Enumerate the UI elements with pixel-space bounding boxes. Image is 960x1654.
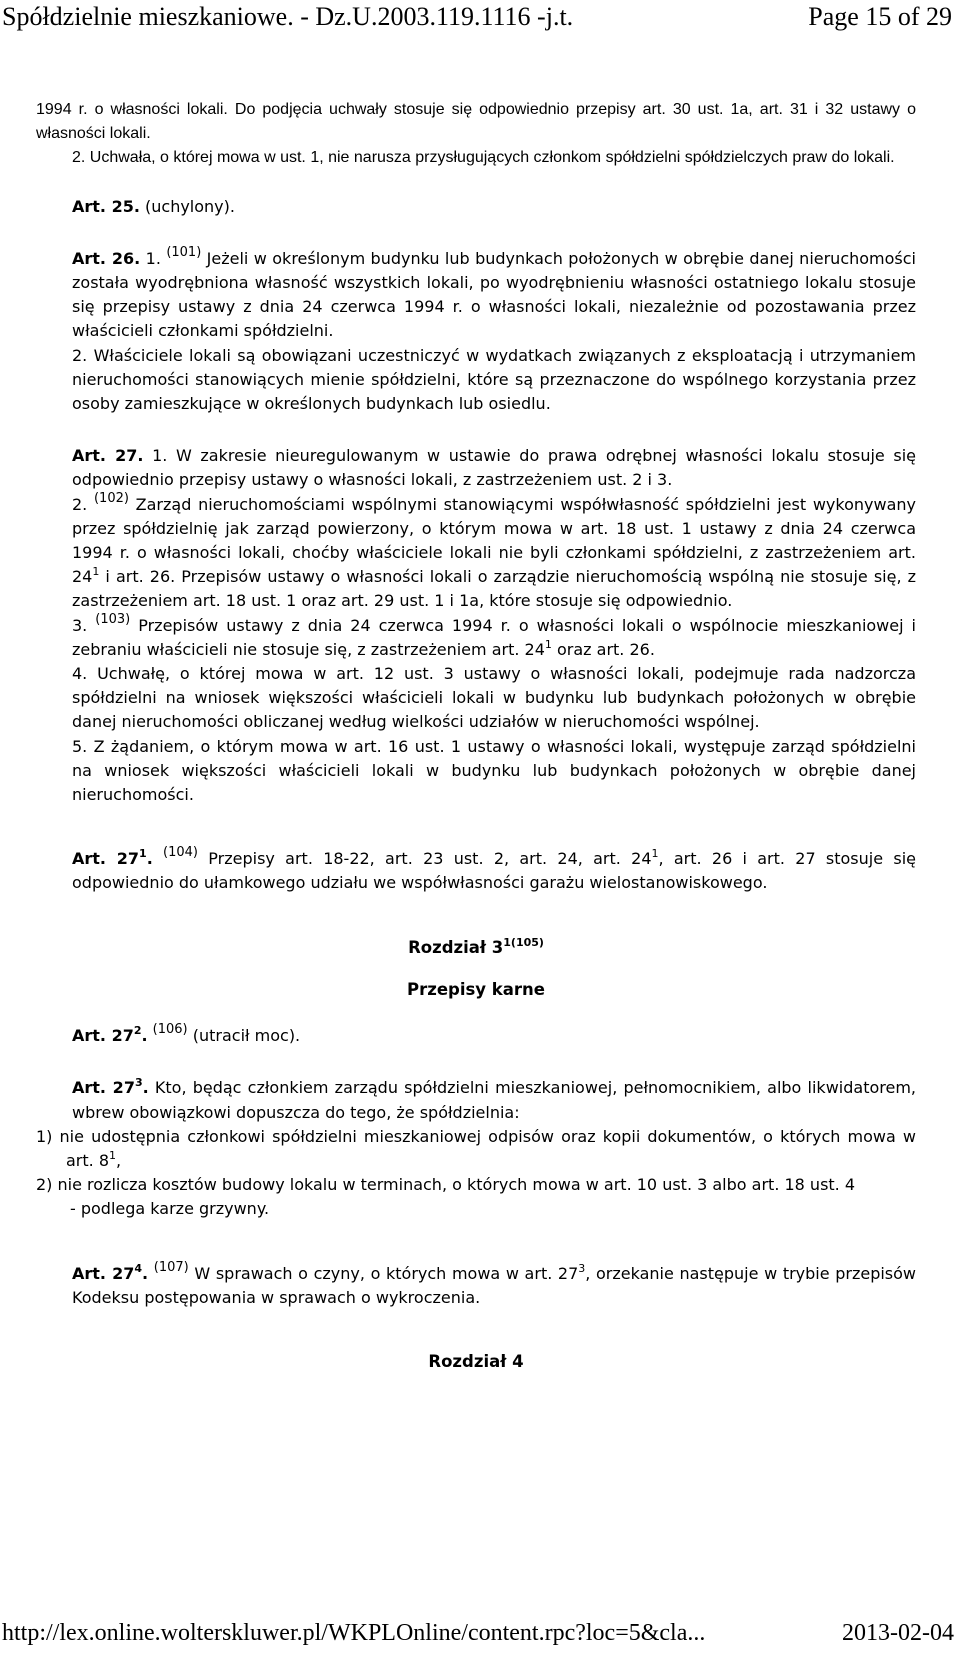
art-27-3-item-2: 2) nie rozlicza kosztów budowy lokalu w terminach, o których mowa w art. 10 ust. 3 albo art. 18 ust. 4 xyxy=(36,1175,856,1195)
art-26-text: Jeżeli w określonym budynku lub budynkach położonych w obrębie danej nieruchomości została wyodrębniona własność wszystkich lokali, po wyodrębnieniu własności ostatniego lokalu stosuje się przepisy ustawy z dnia 24 czerwca 1994 r. o własności lokali, niezależnie od pozostawania przez właścicieli członkami spółdzielni. xyxy=(72,248,917,341)
document-body xyxy=(36,98,916,1374)
superscript: 1(105) xyxy=(503,935,544,949)
footnote-ref-103: (103) xyxy=(95,611,131,627)
art-27-paragraph-2 xyxy=(36,490,916,614)
art-27-2-dot: . xyxy=(141,1026,148,1046)
chapter-title: Przepisy karne xyxy=(407,979,545,999)
art-27-paragraph-4: 4. Uchwałę, o której mowa w art. 12 ust. 3 ustawy o własności lokali, podejmuje rada nadzorcza spółdzielni na wniosek większości właścicieli lokali w budynku lub budynkach położonych w obrębie danej nieruchomości obliczanej według wielkości udziałów w nieruchomości wspólnej. xyxy=(72,664,916,732)
art-25-label: Art. 25. xyxy=(72,196,140,216)
chapter-label: Rozdział 3 xyxy=(408,937,504,957)
superscript: 2 xyxy=(133,1024,142,1038)
art-27-4-label: Art. 27 xyxy=(72,1263,135,1283)
art-25-text: (uchylony). xyxy=(139,196,235,216)
art-27-2 xyxy=(36,1024,916,1048)
footnote-ref-101: (101) xyxy=(166,244,202,260)
art-27-text: 1. W zakresie nieuregulowanym w ustawie do prawa odrębnej własności lokalu stosuje się odpowiednio przepisy ustawy o własności lokali, z zastrzeżeniem ust. 2 i 3. xyxy=(72,446,916,490)
superscript: 4 xyxy=(134,1261,143,1275)
item-1-tail: , xyxy=(116,1150,122,1170)
art-27-3 xyxy=(36,1076,916,1124)
art-27-3-text-a: Przepisów ustawy z dnia 24 czerwca 1994 r. o własności lokali o wspólnocie mieszkaniowej i zebraniu właścicieli nie stosuje się, z zastrzeżeniem art. 24 xyxy=(72,615,916,659)
print-date: 2013-02-04 xyxy=(842,1620,954,1646)
art-27-3-item-1 xyxy=(36,1125,916,1173)
art-27-label: Art. 27. xyxy=(72,446,144,466)
item-1-text: 1) nie udostępnia członkowi spółdzielni mieszkaniowej odpisów oraz kopii dokumentów, o których mowa w art. 8 xyxy=(36,1126,916,1170)
footnote-ref-102: (102) xyxy=(93,490,129,506)
art-27-1-text-b: , art. 26 i art. 27 stosuje się odpowiednio do ułamkowego udziału we współwłasności garażu wielostanowiskowego. xyxy=(72,849,916,893)
chapter-heading xyxy=(36,936,916,960)
art-26-paragraph-1 xyxy=(36,244,917,344)
art-26-label: Art. 26. xyxy=(72,248,141,268)
art-27-1-label: Art. 27 xyxy=(72,849,140,869)
art-27-3-label: Art. 27 xyxy=(72,1078,135,1098)
art-27-2-text-b: i art. 26. Przepisów ustawy o własności lokali o zarządzie nieruchomością wspólną nie stosuje się, z zastrzeżeniem art. 18 ust. 1 oraz art. 29 ust. 1 i 1a, które stosuje się odpowiednio. xyxy=(72,567,916,611)
paragraph-continuation: 1994 r. o własności lokali. Do podjęcia uchwały stosuje się odpowiednio przepisy art. 30 ust. 1a, art. 31 i 32 ustawy o własności lokali. xyxy=(36,101,916,143)
superscript: 1 xyxy=(651,847,659,861)
art-27-3-num: 3. xyxy=(72,615,96,635)
superscript: 1 xyxy=(109,1148,117,1162)
art-27-4-dot: . xyxy=(142,1263,149,1283)
art-25 xyxy=(36,195,916,219)
art-27-2-text: (utracił moc). xyxy=(187,1026,301,1046)
art-27-2-text-a: Zarząd nieruchomościami wspólnymi stanowiącymi współwłasność spółdzielni jest wykonywany przez spółdzielnię jak zarząd powierzony, o którym mowa w art. 18 ust. 1 ustawy z dnia 24 czerwca 1994 r. o własności lokali, choćby właściciele lokali nie byli członkami spółdzielni, z zastrzeżeniem art. 24 xyxy=(72,494,916,587)
chapter-4-heading: Rozdział 4 xyxy=(428,1351,524,1371)
art-26-paragraph-2: 2. Właściciele lokali są obowiązani uczestniczyć w wydatkach związanych z eksploatacją i utrzymaniem nieruchomości stanowiących mienie spółdzielni, które są przeznaczone do wspólnego korzystania przez osoby zamieszkujące w określonych budynkach lub osiedlu. xyxy=(72,345,916,414)
page-header xyxy=(0,0,960,40)
superscript: 1 xyxy=(544,637,552,651)
art-27-paragraph-3 xyxy=(36,611,916,662)
art-27-1-dot: . xyxy=(146,849,153,869)
art-27-4 xyxy=(36,1259,916,1310)
source-url[interactable]: http://lex.online.wolterskluwer.pl/WKPLOnline/content.rpc?loc=5&cla... xyxy=(2,1620,706,1646)
page-footer xyxy=(0,1618,960,1654)
art-27-paragraph-1 xyxy=(36,444,916,492)
footnote-ref-106: (106) xyxy=(152,1022,188,1038)
art24-paragraph-2: 2. Uchwała, o której mowa w ust. 1, nie narusza przysługujących członkom spółdzielni spółdzielczych praw do lokali. xyxy=(72,149,895,167)
art-27-paragraph-5: 5. Z żądaniem, o którym mowa w art. 16 ust. 1 ustawy o własności lokali, występuje zarząd spółdzielni na wniosek większości właścicieli lokali w budynku lub budynkach położonych w obrębie danej nieruchomości. xyxy=(72,736,916,805)
footnote-ref-107: (107) xyxy=(153,1259,189,1275)
superscript: 1 xyxy=(92,565,100,579)
art-27-1-text-a: Przepisy art. 18-22, art. 23 ust. 2, art. 24, art. 24 xyxy=(198,849,652,869)
art-27-2-label: Art. 27 xyxy=(72,1026,134,1046)
superscript: 3 xyxy=(578,1261,586,1275)
art-27-1 xyxy=(36,847,916,895)
art-27-3-dot: . xyxy=(142,1078,149,1098)
art-26-num: 1. xyxy=(140,248,167,268)
art-27-2-num: 2. xyxy=(72,494,94,514)
art-27-4-text-a: W sprawach o czyny, o których mowa w art. 27 xyxy=(188,1263,579,1283)
art-27-3-penalty: - podlega karze grzywny. xyxy=(70,1199,270,1219)
superscript: 1 xyxy=(139,847,147,861)
page-number: Page 15 of 29 xyxy=(808,2,952,31)
superscript: 3 xyxy=(134,1076,143,1090)
footnote-ref-104: (104) xyxy=(163,845,199,861)
art-27-4-text-b: , orzekanie następuje w trybie przepisów Kodeksu postępowania w sprawach o wykroczenia. xyxy=(72,1263,916,1307)
art-27-3-text-b: oraz art. 26. xyxy=(551,639,655,659)
art-27-3-text: Kto, będąc członkiem zarządu spółdzielni mieszkaniowej, pełnomocnikiem, albo likwidatorem, wbrew obowiązkowi dopuszcza do tego, że spółdzielnia: xyxy=(72,1078,916,1122)
document-title: Spółdzielnie mieszkaniowe. - Dz.U.2003.119.1116 -j.t. xyxy=(2,2,574,31)
